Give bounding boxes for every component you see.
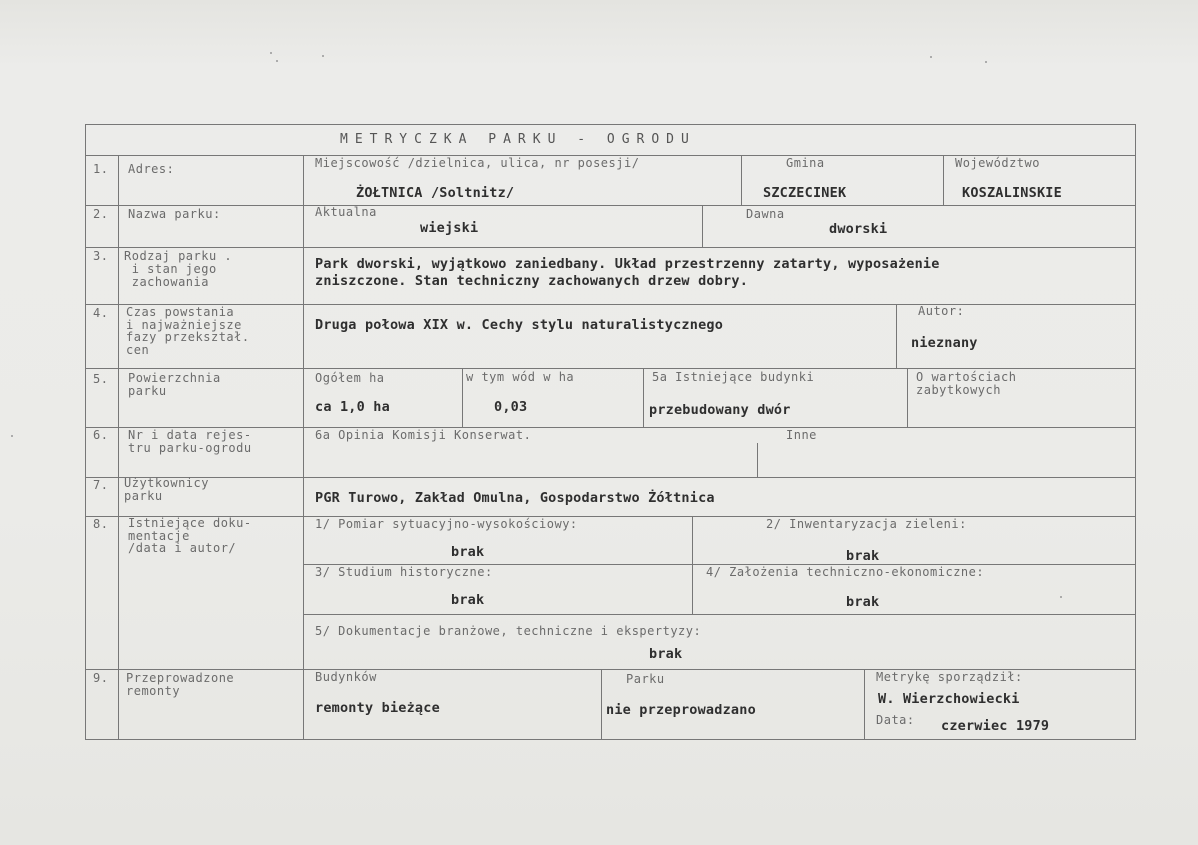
rule xyxy=(86,247,1135,248)
former-name-label: Dawna xyxy=(746,207,785,221)
building-renovations-label: Budynków xyxy=(315,670,377,684)
row-number: 3. xyxy=(93,249,109,263)
row-number: 6. xyxy=(93,428,109,442)
row-number: 2. xyxy=(93,207,109,221)
survey-label: 1/ Pomiar sytuacyjno-wysokościowy: xyxy=(315,517,578,531)
voivodeship-value: KOSZALINSKIE xyxy=(962,185,1062,201)
rule xyxy=(702,205,703,247)
branch-documentation-label: 5/ Dokumentacje branżowe, techniczne i ekspertyzy: xyxy=(315,624,702,638)
water-area-label: w tym wód w ha xyxy=(466,370,575,384)
rule xyxy=(896,304,897,368)
historical-study-value: brak xyxy=(451,592,485,608)
date-label: Data: xyxy=(876,713,915,727)
row-number: 4. xyxy=(93,306,109,320)
address-label: Adres: xyxy=(128,162,175,176)
rule xyxy=(462,368,463,427)
park-renovations-value: nie przeprowadzano xyxy=(606,702,756,718)
rule xyxy=(86,304,1135,305)
paper-speck xyxy=(11,435,13,437)
locality-value: ŻOŁTNICA /Soltnitz/ xyxy=(356,185,515,201)
row-number: 9. xyxy=(93,671,109,685)
building-renovations-value: remonty bieżące xyxy=(315,700,440,716)
water-area-value: 0,03 xyxy=(494,399,528,415)
heritage-label: O wartościach zabytkowych xyxy=(916,370,1017,397)
renovations-label: Przeprowadzone remonty xyxy=(126,671,235,698)
prepared-by-label: Metrykę sporządził: xyxy=(876,670,1023,684)
users-value: PGR Turowo, Zakład Omulna, Gospodarstwo Żółtnica xyxy=(315,490,715,506)
current-name-label: Aktualna xyxy=(315,205,377,219)
rule xyxy=(601,669,602,739)
former-name-value: dworski xyxy=(829,221,888,237)
documentation-label: Istniejące doku- mentacje /data i autor/ xyxy=(128,516,252,555)
locality-label: Miejscowość /dzielnica, ulica, nr posesji/ xyxy=(315,156,640,170)
row-number: 7. xyxy=(93,478,109,492)
rule xyxy=(118,155,119,739)
row-number: 8. xyxy=(93,517,109,531)
park-type-label: Rodzaj parku . i stan jego zachowania xyxy=(124,249,233,289)
rule xyxy=(86,205,1135,206)
paper-speck xyxy=(270,52,272,54)
other-label: Inne xyxy=(786,428,817,442)
rule xyxy=(692,516,693,614)
conservator-opinion-label: 6a Opinia Komisji Konserwat. xyxy=(315,428,532,442)
branch-documentation-value: brak xyxy=(649,646,683,662)
buildings-value: przebudowany dwór xyxy=(649,402,791,418)
origin-value: Druga połowa XIX w. Cechy stylu naturalistycznego xyxy=(315,317,724,333)
origin-label: Czas powstania i najważniejsze fazy przekształ. cen xyxy=(126,305,250,357)
author-value: nieznany xyxy=(911,335,978,351)
paper-speck xyxy=(985,61,987,63)
rule xyxy=(907,368,908,427)
technical-assumptions-label: 4/ Założenia techniczno-ekonomiczne: xyxy=(706,565,985,579)
rule xyxy=(86,368,1135,369)
greenery-inventory-label: 2/ Inwentaryzacja zieleni: xyxy=(766,517,967,531)
area-label: Powierzchnia parku xyxy=(128,371,221,398)
rule xyxy=(303,614,1135,615)
paper-speck xyxy=(276,60,278,62)
gmina-label: Gmina xyxy=(786,156,825,170)
users-label: Użytkownicy parku xyxy=(124,476,209,503)
row-number: 1. xyxy=(93,162,109,176)
gmina-value: SZCZECINEK xyxy=(763,185,847,201)
park-name-label: Nazwa parku: xyxy=(128,207,221,221)
total-area-label: Ogółem ha xyxy=(315,371,385,385)
prepared-by-value: W. Wierzchowiecki xyxy=(878,691,1020,707)
date-value: czerwiec 1979 xyxy=(941,718,1050,734)
paper-speck xyxy=(930,56,932,58)
buildings-label: 5a Istniejące budynki xyxy=(652,370,815,384)
park-renovations-label: Parku xyxy=(626,672,665,686)
rule xyxy=(757,443,758,477)
survey-value: brak xyxy=(451,544,485,560)
current-name-value: wiejski xyxy=(420,220,479,236)
form-title: METRYCZKA PARKU - OGRODU xyxy=(340,132,696,147)
total-area-value: ca 1,0 ha xyxy=(315,399,390,415)
register-label: Nr i data rejes- tru parku-ogrodu xyxy=(128,428,252,455)
greenery-inventory-value: brak xyxy=(846,548,880,564)
voivodeship-label: Województwo xyxy=(955,156,1040,170)
rule xyxy=(741,155,742,205)
row-number: 5. xyxy=(93,372,109,386)
historical-study-label: 3/ Studium historyczne: xyxy=(315,565,493,579)
rule xyxy=(303,155,304,739)
technical-assumptions-value: brak xyxy=(846,594,880,610)
rule xyxy=(643,368,644,427)
rule xyxy=(86,477,1135,478)
paper-speck xyxy=(322,55,324,57)
rule xyxy=(864,669,865,739)
park-type-value: Park dworski, wyjątkowo zaniedbany. Układ przestrzenny zatarty, wyposażenie zniszczone. Stan techniczny zachowanych drzew dobry. xyxy=(315,256,940,289)
author-label: Autor: xyxy=(918,304,965,318)
rule xyxy=(943,155,944,205)
